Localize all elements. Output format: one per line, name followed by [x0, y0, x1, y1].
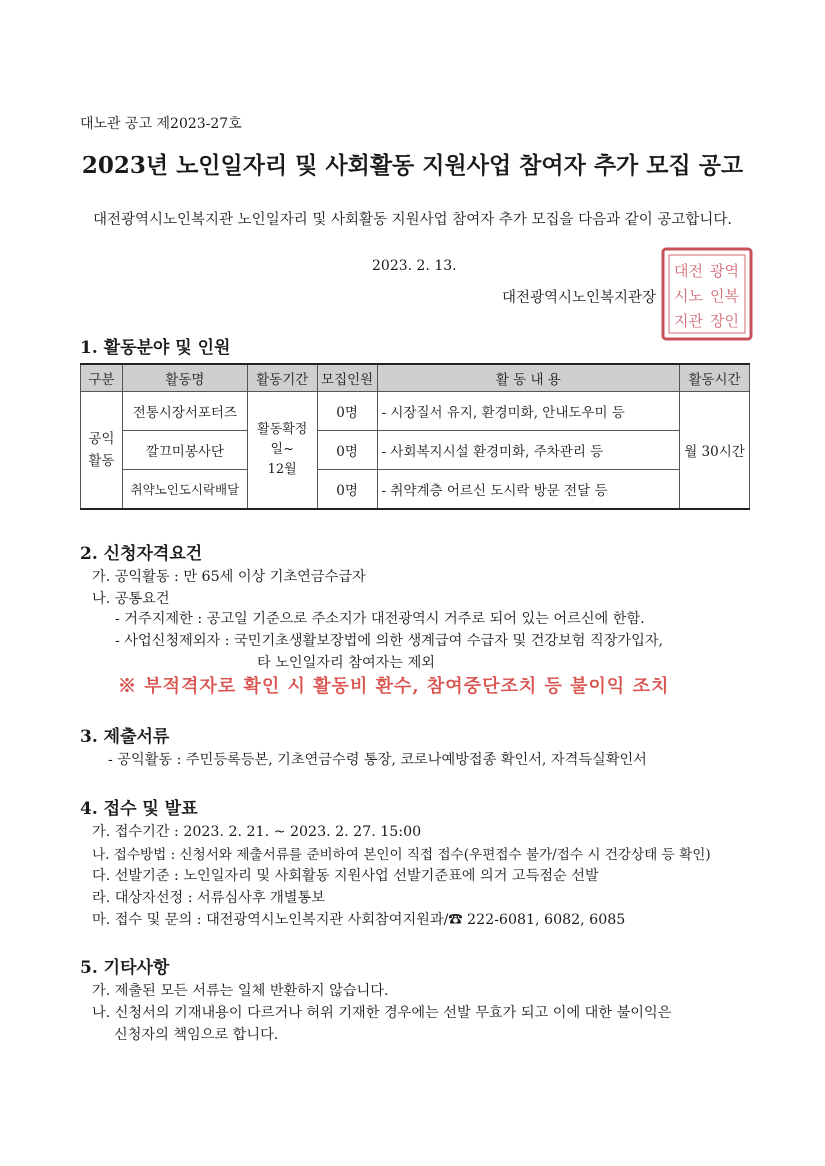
count-cell: 0명	[317, 431, 377, 470]
issuing-organization: 대전광역시노인복지관장	[502, 290, 657, 306]
section-3-heading: 3. 제출서류	[80, 727, 170, 747]
other-note-a: 가. 제출된 모든 서류는 일체 반환하지 않습니다.	[92, 983, 389, 999]
document-number: 대노관 공고 제2023-27호	[80, 116, 242, 132]
selection-notice: 라. 대상자선정 : 서류심사후 개별통보	[92, 890, 325, 906]
activity-name-cell: 깔끄미봉사단	[122, 431, 247, 470]
warning-notice: ※ 부적격자로 확인 시 활동비 환수, 참여중단조치 등 불이익 조치	[118, 676, 670, 697]
column-header: 활 동 내 용	[377, 364, 679, 392]
official-seal-stamp	[660, 246, 754, 342]
hours-cell: 월 30시간	[680, 392, 750, 510]
table-row	[81, 470, 750, 510]
category-cell: 공익 활동	[81, 392, 123, 510]
other-note-b-cont: 신청자의 책임으로 합니다.	[114, 1027, 279, 1043]
svg-text:광역: 광역	[710, 262, 739, 280]
eligibility-public-activity: 가. 공익활동 : 만 65세 이상 기초연금수급자	[92, 569, 366, 585]
eligibility-common: 나. 공통요건	[92, 591, 170, 607]
table-row	[81, 392, 750, 431]
column-header: 활동시간	[680, 364, 750, 392]
table-header-row	[81, 364, 750, 392]
section-4-heading: 4. 접수 및 발표	[80, 799, 198, 819]
activity-table	[80, 363, 750, 510]
column-header: 구분	[81, 364, 123, 392]
page-title: 2023년 노인일자리 및 사회활동 지원사업 참여자 추가 모집 공고	[81, 152, 744, 179]
svg-text:장인: 장인	[710, 312, 739, 330]
column-header: 모집인원	[317, 364, 377, 392]
selection-criteria: 다. 선발기준 : 노인일자리 및 사회활동 지원사업 선발기준표에 의거 고득점순 선발	[92, 868, 599, 884]
table-row	[81, 431, 750, 470]
activity-name-cell: 취약노인도시락배달	[122, 470, 247, 510]
count-cell: 0명	[317, 392, 377, 431]
eligibility-residence: - 거주지제한 : 공고일 기준으로 주소지가 대전광역시 거주로 되어 있는 어르신에 한함.	[115, 611, 645, 627]
section-5-heading: 5. 기타사항	[80, 958, 170, 978]
count-cell: 0명	[317, 470, 377, 510]
application-method: 나. 접수방법 : 신청서와 제출서류를 준비하여 본인이 직접 접수(우편접수 불가/접수 시 건강상태 등 확인)	[92, 847, 711, 863]
section-1-heading: 1. 활동분야 및 인원	[80, 338, 231, 358]
intro-text: 대전광역시노인복지관 노인일자리 및 사회활동 지원사업 참여자 추가 모집을 다음과 같이 공고합니다.	[93, 212, 732, 228]
column-header: 활동기간	[247, 364, 317, 392]
announcement-date: 2023. 2. 13.	[372, 258, 457, 274]
svg-text:시노: 시노	[674, 287, 703, 305]
content-cell: - 취약계층 어르신 도시락 방문 전달 등	[377, 470, 679, 510]
svg-text:대전: 대전	[674, 262, 703, 280]
required-documents: - 공익활동 : 주민등록등본, 기초연금수령 통장, 코로나예방접종 확인서, 자격득실확인서	[108, 752, 647, 768]
column-header: 활동명	[122, 364, 247, 392]
application-period: 가. 접수기간 : 2023. 2. 21. ~ 2023. 2. 27. 15:00	[92, 824, 422, 840]
svg-text:인복: 인복	[710, 287, 739, 305]
activity-name-cell: 전통시장서포터즈	[122, 392, 247, 431]
content-cell: - 사회복지시설 환경미화, 주차관리 등	[377, 431, 679, 470]
eligibility-exclusion: - 사업신청제외자 : 국민기초생활보장법에 의한 생계급여 수급자 및 건강보험 직장가입자,	[115, 633, 664, 649]
period-cell: 활동확정일~ 12월	[247, 392, 317, 510]
eligibility-exclusion-cont: 타 노인일자리 참여자는 제외	[257, 655, 435, 671]
section-2-heading: 2. 신청자격요건	[80, 544, 203, 564]
contact-info: 마. 접수 및 문의 : 대전광역시노인복지관 사회참여지원과/☎ 222-6081, 6082, 6085	[92, 912, 626, 928]
other-note-b: 나. 신청서의 기재내용이 다르거나 허위 기재한 경우에는 선발 무효가 되고 이에 대한 불이익은	[92, 1005, 672, 1021]
svg-text:지관: 지관	[674, 312, 703, 330]
content-cell: - 시장질서 유지, 환경미화, 안내도우미 등	[377, 392, 679, 431]
